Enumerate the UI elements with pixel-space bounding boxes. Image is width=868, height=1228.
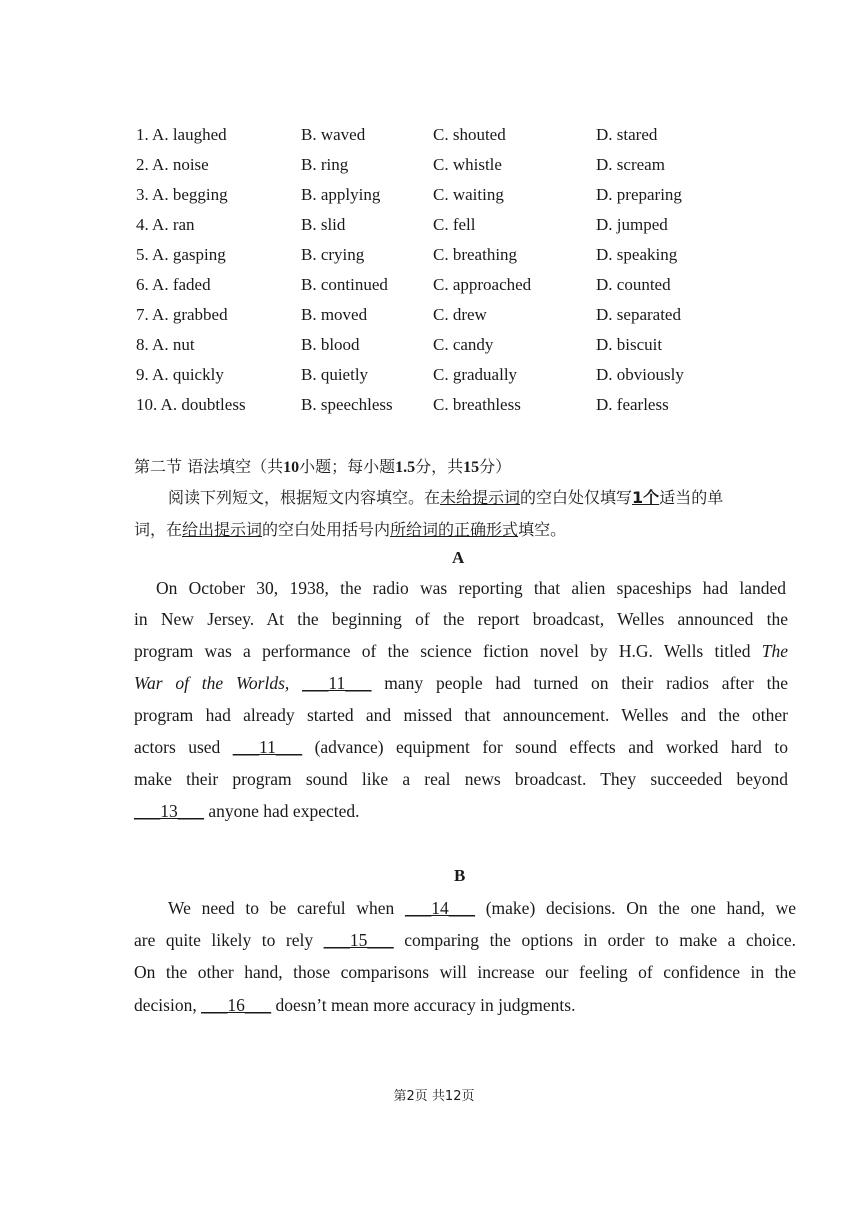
option-8-D: D. biscuit bbox=[596, 335, 663, 354]
instruction-emphasis: 未给提示词 bbox=[440, 488, 521, 507]
option-10-B: B. speechless bbox=[301, 395, 393, 414]
option-1-B: B. waved bbox=[301, 125, 366, 144]
answer-options-table bbox=[136, 120, 736, 420]
passage-b-line-3: On the other hand, those comparisons will increase our feeling of confidence in the bbox=[134, 962, 796, 982]
option-3-B: B. applying bbox=[301, 185, 381, 204]
option-9-D: D. obviously bbox=[596, 365, 684, 384]
option-row-5 bbox=[136, 240, 736, 270]
passage-b-title: B bbox=[454, 866, 466, 885]
page-footer: 第2页 共12页 bbox=[393, 1089, 475, 1104]
passage-a-line-6 bbox=[134, 737, 788, 758]
blank-11a[interactable]: ___11___ bbox=[302, 673, 372, 693]
instruction-emphasis: 给出提示词 bbox=[182, 520, 263, 539]
option-6-C: C. approached bbox=[433, 275, 532, 294]
passage-text: decision, bbox=[134, 995, 197, 1015]
passage-a-line-2: in New Jersey. At the beginning of the report broadcast, Welles announced the bbox=[134, 609, 788, 629]
passage-text: many people had turned on their radios after the bbox=[384, 673, 788, 693]
option-10-C: C. breathless bbox=[433, 395, 521, 414]
option-1-D: D. stared bbox=[596, 125, 658, 144]
option-2-B: B. ring bbox=[301, 155, 349, 174]
option-3-C: C. waiting bbox=[433, 185, 504, 204]
blank-13[interactable]: ___13___ bbox=[134, 801, 204, 821]
instruction-emphasis: 1个 bbox=[632, 488, 660, 507]
option-row-6 bbox=[136, 270, 736, 300]
option-2-C: C. whistle bbox=[433, 155, 502, 174]
blank-16[interactable]: ___16___ bbox=[201, 995, 272, 1015]
section-heading-suffix: 分） bbox=[479, 457, 512, 476]
option-7-B: B. moved bbox=[301, 305, 368, 324]
section-heading-mid2: 分，共 bbox=[415, 457, 464, 476]
option-6-B: B. continued bbox=[301, 275, 388, 294]
option-2-A: 2. A. noise bbox=[136, 155, 209, 174]
option-9-B: B. quietly bbox=[301, 365, 369, 384]
instruction-emphasis: 所给词的正确形式 bbox=[390, 520, 519, 539]
passage-a-line-3 bbox=[134, 641, 788, 662]
instruction-text: 阅读下列短文，根据短文内容填空。在 bbox=[168, 488, 441, 507]
instruction-line-2 bbox=[134, 517, 794, 540]
passage-b-line-2 bbox=[134, 930, 796, 951]
section-heading bbox=[134, 454, 511, 477]
option-5-D: D. speaking bbox=[596, 245, 678, 264]
instruction-line-1 bbox=[168, 485, 828, 508]
option-row-4 bbox=[136, 210, 736, 240]
passage-text: (make) decisions. On the one hand, we bbox=[485, 898, 797, 918]
option-3-A: 3. A. begging bbox=[136, 185, 228, 204]
option-9-A: 9. A. quickly bbox=[136, 365, 224, 384]
option-8-C: C. candy bbox=[433, 335, 494, 354]
option-5-A: 5. A. gasping bbox=[136, 245, 226, 264]
option-1-A: 1. A. laughed bbox=[136, 125, 227, 144]
option-row-1 bbox=[136, 120, 736, 150]
passage-text: program was a performance of the science fiction novel by H.G. Wells titled bbox=[134, 641, 751, 661]
blank-14[interactable]: ___14___ bbox=[404, 898, 475, 918]
passage-b-line-4 bbox=[134, 995, 575, 1016]
passage-text: (advance) equipment for sound effects and worked hard to bbox=[314, 737, 788, 757]
section-heading-mid1: 小题；每小题 bbox=[299, 457, 396, 476]
book-title-italic: War of the Worlds, bbox=[134, 673, 290, 693]
option-4-B: B. slid bbox=[301, 215, 346, 234]
passage-text: anyone had expected. bbox=[208, 801, 360, 821]
option-4-D: D. jumped bbox=[596, 215, 668, 234]
book-title-italic: The bbox=[761, 641, 788, 661]
option-row-7 bbox=[136, 300, 736, 330]
option-4-C: C. fell bbox=[433, 215, 476, 234]
option-1-C: C. shouted bbox=[433, 125, 506, 144]
instruction-text: 的空白处仅填写 bbox=[520, 488, 633, 507]
passage-text: doesn’t mean more accuracy in judgments. bbox=[275, 995, 576, 1015]
option-row-2 bbox=[136, 150, 736, 180]
passage-a-line-4 bbox=[134, 673, 788, 694]
option-7-A: 7. A. grabbed bbox=[136, 305, 228, 324]
option-3-D: D. preparing bbox=[596, 185, 682, 204]
section-heading-prefix: 第二节 语法填空（共 bbox=[134, 457, 284, 476]
option-5-B: B. crying bbox=[301, 245, 365, 264]
passage-a-title: A bbox=[452, 548, 465, 567]
passage-text: comparing the options in order to make a choice. bbox=[404, 930, 797, 950]
option-7-C: C. drew bbox=[433, 305, 487, 324]
passage-a-line-8 bbox=[134, 801, 359, 822]
option-10-A: 10. A. doubtless bbox=[136, 395, 246, 414]
passage-a-line-7: make their program sound like a real news broadcast. They succeeded beyond bbox=[134, 769, 788, 789]
instruction-text: 填空。 bbox=[518, 520, 567, 539]
section-question-count: 10 bbox=[283, 459, 300, 476]
option-row-3 bbox=[136, 180, 736, 210]
blank-11b[interactable]: ___11___ bbox=[232, 737, 303, 757]
option-row-9 bbox=[136, 360, 736, 390]
option-6-A: 6. A. faded bbox=[136, 275, 211, 294]
option-row-8 bbox=[136, 330, 736, 360]
passage-b-line-1 bbox=[168, 898, 796, 919]
option-10-D: D. fearless bbox=[596, 395, 669, 414]
instruction-text: 词，在 bbox=[134, 520, 183, 539]
option-8-B: B. blood bbox=[301, 335, 360, 354]
option-row-10 bbox=[136, 390, 736, 420]
option-7-D: D. separated bbox=[596, 305, 681, 324]
passage-text: actors used bbox=[134, 737, 221, 757]
passage-a-line-5: program had already started and missed that announcement. Welles and the other bbox=[134, 705, 788, 725]
blank-15[interactable]: ___15___ bbox=[323, 930, 394, 950]
instruction-text: 的空白处用括号内 bbox=[262, 520, 391, 539]
section-points-each: 1.5 bbox=[395, 459, 416, 476]
passage-text: We need to be careful when bbox=[168, 898, 395, 918]
option-2-D: D. scream bbox=[596, 155, 665, 174]
option-9-C: C. gradually bbox=[433, 365, 518, 384]
option-4-A: 4. A. ran bbox=[136, 215, 195, 234]
instruction-text: 适当的单 bbox=[659, 488, 724, 507]
option-6-D: D. counted bbox=[596, 275, 671, 294]
passage-text: are quite likely to rely bbox=[134, 930, 314, 950]
passage-a-line-1: On October 30, 1938, the radio was reporting that alien spaceships had landed bbox=[156, 578, 786, 598]
option-8-A: 8. A. nut bbox=[136, 335, 195, 354]
section-points-total: 15 bbox=[463, 459, 480, 476]
option-5-C: C. breathing bbox=[433, 245, 518, 264]
